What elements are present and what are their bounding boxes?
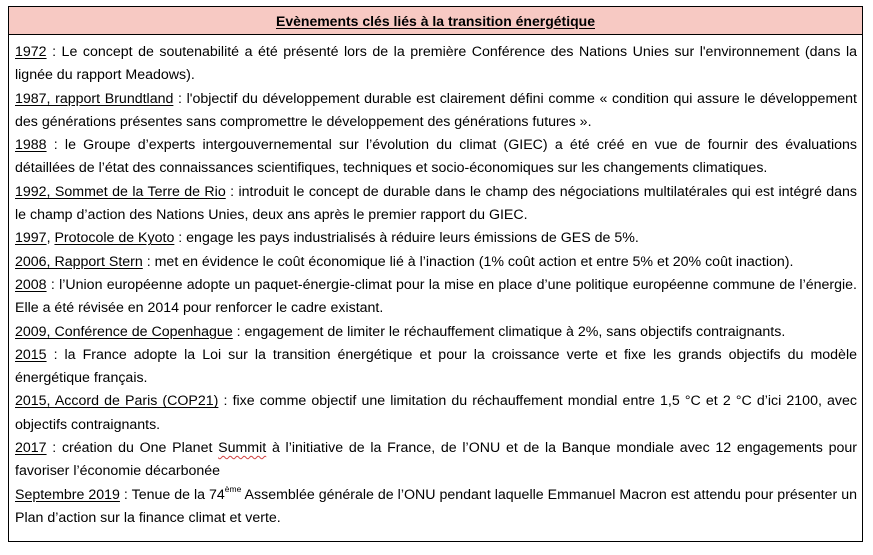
event-entry-1972 <box>15 41 857 88</box>
events-table <box>8 6 863 542</box>
event-entry-2009 <box>15 321 857 344</box>
events-list <box>9 35 862 530</box>
event-label: 2015 <box>15 346 47 363</box>
event-text: : fixe comme objectif une limitation du réchauffement mondial entre 1,5 °C et 2 °C d’ici 2100, avec objectifs contraignants. <box>15 393 857 433</box>
event-text: : l’Union européenne adopte un paquet-énergie-climat pour la mise en place d’une politique européenne commune de l’énergie. Elle a été révisée en 2014 pour renforcer le cadre existant. <box>15 276 857 317</box>
event-label: 1988 <box>15 137 47 154</box>
event-text-continued: à l’initiative de la France, de l’ONU et de la Banque mondiale avec 12 engagements pour favoriser l’économie décarbonée <box>15 440 857 480</box>
event-entry-1987 <box>15 88 857 135</box>
event-text: : Le concept de soutenabilité a été présenté lors de la première Conférence des Nations Unies sur l'environnement (dans la lignée du rapport Meadows). <box>15 44 857 84</box>
table-header <box>9 7 862 35</box>
event-text: : la France adopte la Loi sur la transition énergétique et pour la croissance verte et fixe les grands objectifs du modèle énergétique français. <box>15 346 857 387</box>
event-label: 1972 <box>15 44 47 60</box>
event-entry-2006 <box>15 251 857 274</box>
event-text: : le Groupe d’experts intergouvernemental sur l’évolution du climat (GIEC) a été créé en vue de fournir des évaluations détaillées de l’état des connaissances scientifiques, techniques et socio-économiques sur les changements climatiques. <box>15 137 857 177</box>
event-entry-2017 <box>15 437 857 484</box>
event-text: : engage les pays industrialisés à réduire leurs émissions de GES de 5%. <box>174 230 639 247</box>
event-text: : création du One Planet <box>46 440 219 457</box>
event-text: : engagement de limiter le réchauffement climatique à 2%, sans objectifs contraignants. <box>232 323 786 340</box>
spellcheck-marked-word: Summit <box>218 440 267 457</box>
event-label: Septembre 2019 <box>15 486 120 503</box>
event-label: 2008 <box>15 276 47 293</box>
event-label-secondary: Protocole de Kyoto <box>54 230 175 247</box>
event-label: 1992, Sommet de la Terre de Rio <box>15 183 226 200</box>
event-label: 2017 <box>15 440 47 457</box>
event-entry-2008 <box>15 274 857 321</box>
ordinal-superscript: ème <box>224 483 242 494</box>
event-text: : met en évidence le coût économique lié à l’inaction (1% coût action et entre 5% et 20% coût inaction). <box>142 253 794 270</box>
event-text: : introduit le concept de durable dans le champ des négociations multilatérales qui est intégré dans le champ d’action des Nations Unies, deux ans après le premier rapport du GIEC. <box>15 183 858 224</box>
event-label: 2015, Accord de Paris (COP21) <box>15 393 219 410</box>
event-text: : Tenue de la 74 <box>119 486 225 503</box>
table-title: Evènements clés liés à la transition énergétique <box>275 12 595 29</box>
event-entry-2015-paris <box>15 390 857 437</box>
event-entry-1988 <box>15 134 857 181</box>
event-label: 2006, Rapport Stern <box>15 253 143 270</box>
event-entry-1997 <box>15 227 857 250</box>
event-text: : l'objectif du développement durable est clairement défini comme « condition qui assure le développement des générations présentes sans compromettre le développement des générations futures ». <box>15 90 857 130</box>
event-label: 2009, Conférence de Copenhague <box>15 323 233 340</box>
event-label: 1987, rapport Brundtland <box>15 90 174 107</box>
event-entry-2019 <box>15 484 857 531</box>
event-entry-2015-loi <box>15 344 857 391</box>
event-label-separator: , <box>46 230 55 247</box>
event-text-continued: Assemblée générale de l’ONU pendant laquelle Emmanuel Macron est attendu pour présenter un Plan d’action sur la finance climat et verte. <box>15 486 857 526</box>
event-entry-1992 <box>15 181 857 228</box>
event-label: 1997 <box>15 230 47 247</box>
